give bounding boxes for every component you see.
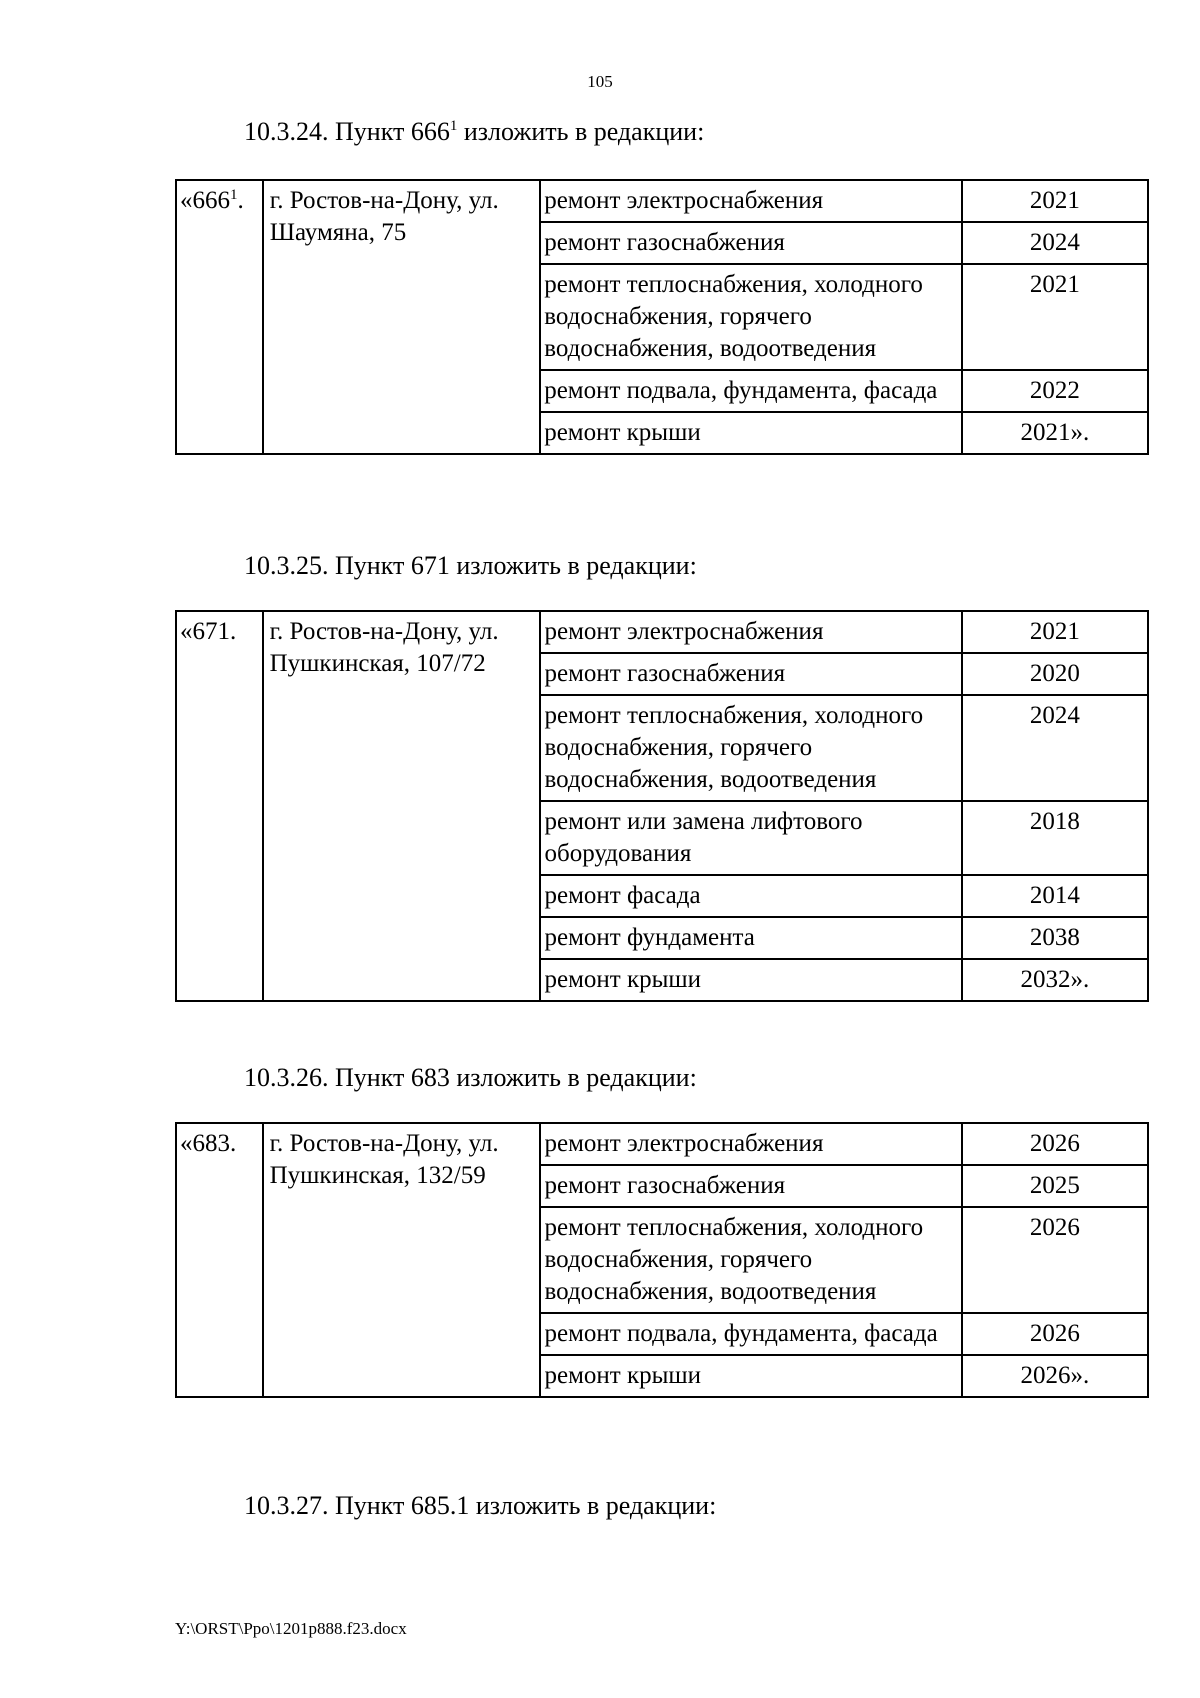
year-cell: 2026 (962, 1123, 1148, 1165)
item-number-dot: . (237, 187, 244, 214)
clause-heading: 10.3.25. Пункт 671 изложить в редакции: (244, 551, 697, 580)
year-cell: 2014 (962, 875, 1148, 917)
year-cell: 2021 (962, 611, 1148, 653)
year-cell: 2020 (962, 653, 1148, 695)
work-type-cell: ремонт теплоснабжения, холодного водоснабжения, горячего водоснабжения, водоотведения (540, 264, 962, 370)
work-type-cell: ремонт теплоснабжения, холодного водоснабжения, горячего водоснабжения, водоотведения (540, 1207, 961, 1313)
year-cell: 2024 (962, 695, 1148, 801)
year-cell: 2021». (962, 412, 1148, 454)
work-type-cell: ремонт газоснабжения (540, 1165, 961, 1207)
address-cell: г. Ростов-на-Дону, ул. Пушкинская, 107/72 (263, 611, 541, 1001)
work-type-cell: ремонт крыши (540, 412, 962, 454)
file-path-footer: Y:\ORST\Ppo\1201p888.f23.docx (175, 1619, 407, 1638)
year-cell: 2026 (962, 1313, 1148, 1355)
item-number-cell (176, 180, 263, 454)
work-type-cell: ремонт электроснабжения (540, 1123, 961, 1165)
work-type-cell: ремонт или замена лифтового оборудования (540, 801, 961, 875)
table-row (176, 611, 1148, 653)
year-cell: 2018 (962, 801, 1148, 875)
amendment-table (175, 1122, 1149, 1398)
page-number: 105 (587, 72, 613, 91)
clause-heading: 10.3.27. Пункт 685.1 изложить в редакции: (244, 1491, 717, 1520)
year-cell: 2026 (962, 1207, 1148, 1313)
clause-heading: 10.3.26. Пункт 683 изложить в редакции: (244, 1063, 697, 1092)
year-cell: 2021 (962, 180, 1148, 222)
table-row (176, 1123, 1148, 1165)
work-type-cell: ремонт газоснабжения (540, 653, 961, 695)
item-number-superscript: 1 (230, 187, 238, 203)
work-type-cell: ремонт электроснабжения (540, 611, 961, 653)
clause-heading-text-end: изложить в редакции: (457, 117, 705, 146)
year-cell: 2026». (962, 1355, 1148, 1397)
clause-heading (244, 117, 704, 147)
address-cell: г. Ростов-на-Дону, ул. Шаумяна, 75 (263, 180, 540, 454)
work-type-cell: ремонт электроснабжения (540, 180, 962, 222)
work-type-cell: ремонт теплоснабжения, холодного водоснабжения, горячего водоснабжения, водоотведения (540, 695, 961, 801)
year-cell: 2022 (962, 370, 1148, 412)
year-cell: 2024 (962, 222, 1148, 264)
table-row (176, 180, 1148, 222)
clause-heading-superscript: 1 (449, 118, 458, 134)
work-type-cell: ремонт подвала, фундамента, фасада (540, 1313, 961, 1355)
item-number-cell: «683. (176, 1123, 263, 1397)
year-cell: 2021 (962, 264, 1148, 370)
work-type-cell: ремонт крыши (540, 1355, 961, 1397)
year-cell: 2032». (962, 959, 1148, 1001)
work-type-cell: ремонт крыши (540, 959, 961, 1001)
work-type-cell: ремонт газоснабжения (540, 222, 962, 264)
work-type-cell: ремонт фасада (540, 875, 961, 917)
amendment-table (175, 179, 1149, 455)
year-cell: 2038 (962, 917, 1148, 959)
year-cell: 2025 (962, 1165, 1148, 1207)
address-cell: г. Ростов-на-Дону, ул. Пушкинская, 132/59 (263, 1123, 541, 1397)
clause-heading-text: 10.3.24. Пункт 666 (244, 117, 450, 146)
work-type-cell: ремонт фундамента (540, 917, 961, 959)
amendment-table (175, 610, 1149, 1002)
item-number: «666 (180, 187, 230, 214)
work-type-cell: ремонт подвала, фундамента, фасада (540, 370, 962, 412)
item-number-cell: «671. (176, 611, 263, 1001)
